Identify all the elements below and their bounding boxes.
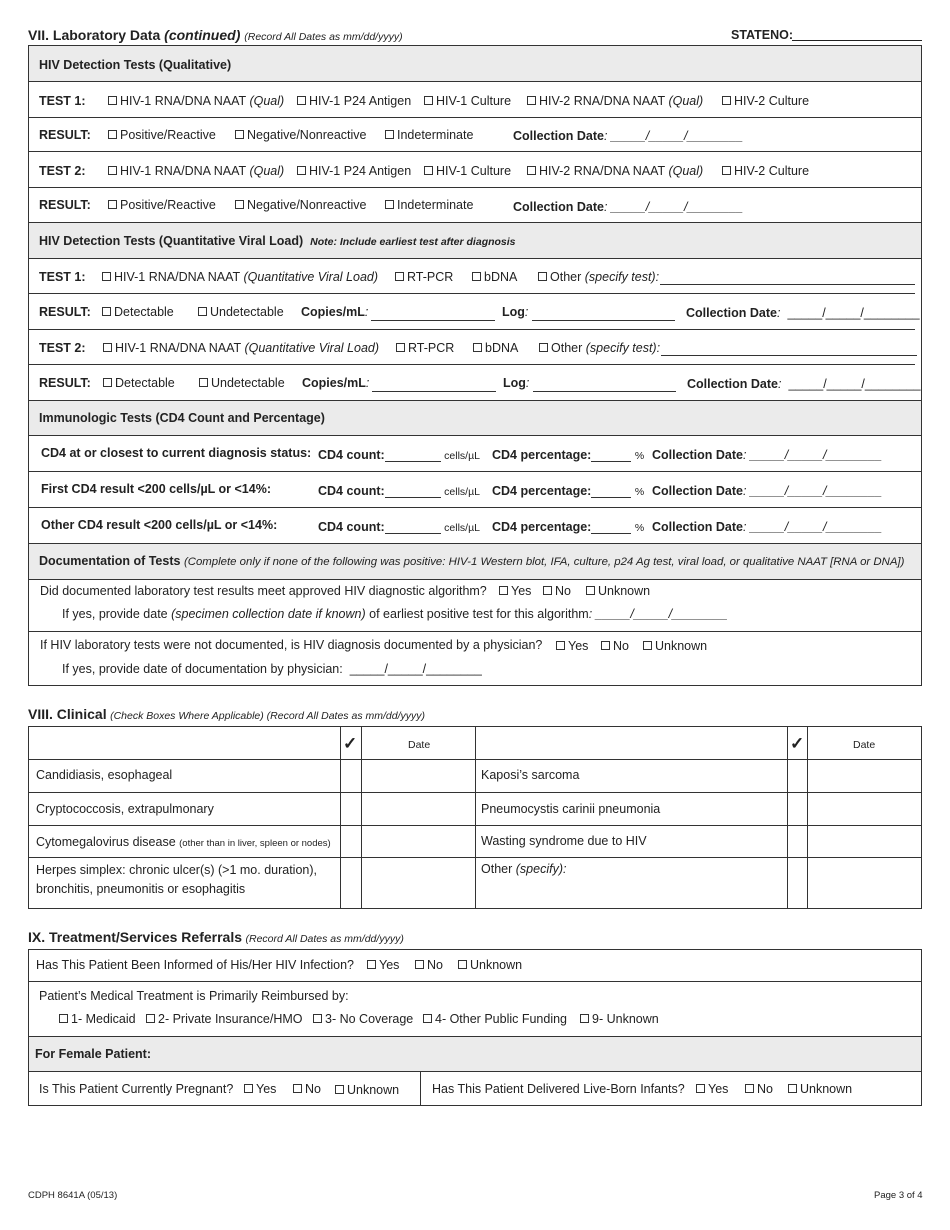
checkbox[interactable] <box>788 1084 797 1093</box>
quant-result1-copies-input[interactable] <box>371 320 495 321</box>
checkbox[interactable] <box>472 272 481 281</box>
divider <box>29 792 921 793</box>
clinical-item: bronchitis, pneumonitis or esophagitis <box>36 882 246 896</box>
checkbox[interactable] <box>313 1014 322 1023</box>
doc-q2-yes[interactable]: Yes <box>556 639 588 653</box>
cd4-row3-date[interactable]: Collection Date: _____/_____/________ <box>652 520 883 534</box>
quant-test2-other-input[interactable] <box>661 355 917 356</box>
divider <box>29 117 921 118</box>
cd4-row3-pct[interactable]: CD4 percentage: % <box>492 520 645 534</box>
check-header-icon: ✓ <box>343 734 358 753</box>
checkbox[interactable] <box>538 272 547 281</box>
checkbox[interactable] <box>722 96 731 105</box>
qual-result2-date[interactable]: Collection Date: _____/_____/________ <box>513 200 744 214</box>
quant-test1-other[interactable]: Other (specify test): <box>538 270 659 284</box>
quant-result1-date[interactable]: Collection Date: _____/_____/________ <box>686 306 920 320</box>
quant-test1-label: TEST 1: <box>39 270 86 284</box>
qual-result1-date[interactable]: Collection Date: _____/_____/________ <box>513 129 744 143</box>
checkbox[interactable] <box>335 1085 344 1094</box>
informed-yes[interactable]: Yes <box>367 958 399 972</box>
divider <box>29 471 921 472</box>
qual-result1-label: RESULT: <box>39 128 91 142</box>
doc-q2-no[interactable]: No <box>601 639 629 653</box>
checkbox[interactable] <box>108 96 117 105</box>
checkbox[interactable] <box>473 343 482 352</box>
clinical-item: Wasting syndrome due to HIV <box>481 834 647 848</box>
cd4-row2-date[interactable]: Collection Date: _____/_____/________ <box>652 484 883 498</box>
checkbox[interactable] <box>108 200 117 209</box>
delivered-yes[interactable]: Yes <box>696 1082 728 1096</box>
checkbox[interactable] <box>59 1014 68 1023</box>
qual-test1-label: TEST 1: <box>39 94 86 108</box>
checkbox[interactable] <box>244 1084 253 1093</box>
checkbox[interactable] <box>745 1084 754 1093</box>
quant-result1-log-input[interactable] <box>532 320 675 321</box>
cd4-row-label: Other CD4 result <200 cells/µL or <14%: <box>41 518 278 532</box>
quant-result2-det[interactable]: Detectable <box>103 376 175 390</box>
pregnant-no[interactable]: No <box>293 1082 321 1096</box>
doc-q1-no[interactable]: No <box>543 584 571 598</box>
checkbox[interactable] <box>198 307 207 316</box>
qual-header: HIV Detection Tests (Qualitative) <box>39 58 232 72</box>
doc-q1-date[interactable]: If yes, provide date (specimen collection date if known) of earliest positive test for this algorithm: _____/_____/________ <box>62 607 728 621</box>
checkbox[interactable] <box>103 378 112 387</box>
checkbox[interactable] <box>297 166 306 175</box>
date-header: Date <box>408 739 431 751</box>
page-number: Page 3 of 4 <box>874 1190 923 1201</box>
divider <box>29 151 921 152</box>
reimb-unknown[interactable]: 9- Unknown <box>580 1012 659 1026</box>
quant-result1-log[interactable]: Log: <box>502 305 529 319</box>
informed-unknown[interactable]: Unknown <box>458 958 522 972</box>
reimb-private[interactable]: 2- Private Insurance/HMO <box>146 1012 303 1026</box>
divider <box>29 631 921 632</box>
reimb-public[interactable]: 4- Other Public Funding <box>423 1012 567 1026</box>
reimb-question: Patient’s Medical Treatment is Primarily Reimbursed by: <box>39 989 349 1003</box>
divider <box>340 727 341 908</box>
quant-test2-rtpcr[interactable]: RT-PCR <box>396 341 454 355</box>
doc-q2: If HIV laboratory tests were not documented, is HIV diagnosis documented by a physician? <box>40 638 543 652</box>
divider <box>29 435 921 436</box>
qual-test2-label: TEST 2: <box>39 164 86 178</box>
clinical-item: Candidiasis, esophageal <box>36 768 173 782</box>
divider <box>420 1071 421 1105</box>
quant-result2-copies[interactable]: Copies/mL: <box>302 376 370 390</box>
checkbox[interactable] <box>580 1014 589 1023</box>
cd4-row3-count[interactable]: CD4 count: cells/µL <box>318 520 480 534</box>
doc-q2-date[interactable]: If yes, provide date of documentation by physician: _____/_____/________ <box>62 662 482 676</box>
doc-header: Documentation of Tests (Complete only if none of the following was positive: HIV-1 Western blot, IFA, culture, p24 Ag test, viral load, or qualitative NAAT [RNA or DNA]) <box>39 554 905 568</box>
checkbox[interactable] <box>103 343 112 352</box>
divider <box>29 187 921 188</box>
divider <box>29 258 921 259</box>
divider <box>29 579 921 580</box>
qual-test1-p24[interactable]: HIV-1 P24 Antigen <box>297 94 411 108</box>
checkbox[interactable] <box>539 343 548 352</box>
qual-result1-ind[interactable]: Indeterminate <box>385 128 473 142</box>
section-vii-title: VII. Laboratory Data (continued) (Record All Dates as mm/dd/yyyy) <box>28 27 403 43</box>
checkbox[interactable] <box>297 96 306 105</box>
divider <box>29 329 915 330</box>
checkbox[interactable] <box>102 272 111 281</box>
cd4-row2-count[interactable]: CD4 count: cells/µL <box>318 484 480 498</box>
female-header-bg <box>29 1037 921 1071</box>
cd4-row1-count[interactable]: CD4 count: cells/µL <box>318 448 480 462</box>
qual-test2-rna2[interactable]: HIV-2 RNA/DNA NAAT (Qual) <box>527 164 703 178</box>
section-ix-title: IX. Treatment/Services Referrals (Record All Dates as mm/dd/yyyy) <box>28 929 404 945</box>
divider <box>29 857 921 858</box>
clinical-item: Herpes simplex: chronic ulcer(s) (>1 mo. duration), <box>36 863 317 877</box>
checkbox[interactable] <box>385 200 394 209</box>
quant-result2-copies-input[interactable] <box>372 391 496 392</box>
qual-test1-rna2[interactable]: HIV-2 RNA/DNA NAAT (Qual) <box>527 94 703 108</box>
quant-result1-label: RESULT: <box>39 305 91 319</box>
cd4-row2-pct[interactable]: CD4 percentage: % <box>492 484 645 498</box>
checkbox[interactable] <box>458 960 467 969</box>
checkbox[interactable] <box>108 166 117 175</box>
pregnant-question: Is This Patient Currently Pregnant? <box>39 1082 234 1096</box>
quant-test1-other-input[interactable] <box>660 284 915 285</box>
checkbox[interactable] <box>108 130 117 139</box>
quant-test2-other[interactable]: Other (specify test): <box>539 341 660 355</box>
checkbox[interactable] <box>423 1014 432 1023</box>
divider <box>29 222 921 223</box>
form-number: CDPH 8641A (05/13) <box>28 1190 118 1201</box>
qual-test2-culture1[interactable]: HIV-1 Culture <box>424 164 511 178</box>
checkbox[interactable] <box>235 200 244 209</box>
checkbox[interactable] <box>556 641 565 650</box>
cd4-row-label: CD4 at or closest to current diagnosis status: <box>41 446 312 460</box>
divider <box>361 727 362 908</box>
quant-result2-date[interactable]: Collection Date: _____/_____/________ <box>687 377 921 391</box>
qual-result1-pos[interactable]: Positive/Reactive <box>108 128 216 142</box>
pregnant-yes[interactable]: Yes <box>244 1082 276 1096</box>
section-viii-title: VIII. Clinical (Check Boxes Where Applicable) (Record All Dates as mm/dd/yyyy) <box>28 706 425 722</box>
stateno-input[interactable] <box>792 40 922 41</box>
clinical-item: Pneumocystis carinii pneumonia <box>481 802 661 816</box>
informed-question: Has This Patient Been Informed of His/Her HIV Infection? <box>36 958 354 972</box>
quant-result1-det[interactable]: Detectable <box>102 305 174 319</box>
checkbox[interactable] <box>146 1014 155 1023</box>
checkbox[interactable] <box>102 307 111 316</box>
divider <box>29 400 921 401</box>
reimb-medicaid[interactable]: 1- Medicaid <box>59 1012 136 1026</box>
qual-test2-p24[interactable]: HIV-1 P24 Antigen <box>297 164 411 178</box>
cd4-row1-date[interactable]: Collection Date: _____/_____/________ <box>652 448 883 462</box>
divider <box>29 507 921 508</box>
checkbox[interactable] <box>527 96 536 105</box>
checkbox[interactable] <box>293 1084 302 1093</box>
doc-q1: Did documented laboratory test results meet approved HIV diagnostic algorithm? <box>40 584 487 598</box>
cd4-row-label: First CD4 result <200 cells/µL or <14%: <box>41 482 271 496</box>
qual-result2-label: RESULT: <box>39 198 91 212</box>
clinical-item: Cryptococcosis, extrapulmonary <box>36 802 214 816</box>
divider <box>29 293 915 294</box>
quant-test2-bdna[interactable]: bDNA <box>473 341 518 355</box>
date-header: Date <box>853 739 876 751</box>
divider <box>29 543 921 544</box>
quant-test1-rtpcr[interactable]: RT-PCR <box>395 270 453 284</box>
clinical-item: Cytomegalovirus disease (other than in liver, spleen or nodes) <box>36 835 331 849</box>
female-header: For Female Patient: <box>35 1047 151 1061</box>
reimb-none[interactable]: 3- No Coverage <box>313 1012 413 1026</box>
qual-test1-rna[interactable]: HIV-1 RNA/DNA NAAT (Qual) <box>108 94 284 108</box>
stateno-label: STATENO: <box>731 28 794 42</box>
qual-result2-pos[interactable]: Positive/Reactive <box>108 198 216 212</box>
checkbox[interactable] <box>696 1084 705 1093</box>
quant-test1-bdna[interactable]: bDNA <box>472 270 517 284</box>
divider <box>29 825 921 826</box>
quant-result2-undet[interactable]: Undetectable <box>199 376 285 390</box>
divider <box>29 364 915 365</box>
checkbox[interactable] <box>395 272 404 281</box>
divider <box>29 759 921 760</box>
quant-header: HIV Detection Tests (Quantitative Viral Load) Note: Include earliest test after diagnosis <box>39 234 516 248</box>
checkbox[interactable] <box>499 586 508 595</box>
qual-result2-ind[interactable]: Indeterminate <box>385 198 473 212</box>
quant-result1-copies[interactable]: Copies/mL: <box>301 305 369 319</box>
divider <box>29 81 921 82</box>
divider <box>29 1036 921 1037</box>
divider <box>787 727 788 908</box>
doc-q1-yes[interactable]: Yes <box>499 584 531 598</box>
informed-no[interactable]: No <box>415 958 443 972</box>
pregnant-unknown[interactable]: Unknown <box>335 1083 399 1097</box>
quant-test2-rna[interactable]: HIV-1 RNA/DNA NAAT (Quantitative Viral Load) <box>103 341 379 355</box>
qual-test2-culture2[interactable]: HIV-2 Culture <box>722 164 809 178</box>
delivered-question: Has This Patient Delivered Live-Born Infants? <box>432 1082 685 1096</box>
delivered-unknown[interactable]: Unknown <box>788 1082 852 1096</box>
checkbox[interactable] <box>543 586 552 595</box>
cd4-header: Immunologic Tests (CD4 Count and Percentage) <box>39 411 325 425</box>
clinical-item: Other (specify): <box>481 862 567 876</box>
quant-result2-log[interactable]: Log: <box>503 376 530 390</box>
checkbox[interactable] <box>424 96 433 105</box>
checkbox[interactable] <box>385 130 394 139</box>
divider <box>475 727 476 908</box>
quant-result2-log-input[interactable] <box>533 391 676 392</box>
checkbox[interactable] <box>396 343 405 352</box>
check-header-icon: ✓ <box>790 734 805 753</box>
qual-test1-culture1[interactable]: HIV-1 Culture <box>424 94 511 108</box>
qual-result1-neg[interactable]: Negative/Nonreactive <box>235 128 367 142</box>
divider <box>807 727 808 908</box>
quant-result2-label: RESULT: <box>39 376 91 390</box>
qual-test2-rna[interactable]: HIV-1 RNA/DNA NAAT (Qual) <box>108 164 284 178</box>
quant-test2-label: TEST 2: <box>39 341 86 355</box>
quant-result1-undet[interactable]: Undetectable <box>198 305 284 319</box>
checkbox[interactable] <box>586 586 595 595</box>
checkbox[interactable] <box>367 960 376 969</box>
checkbox[interactable] <box>199 378 208 387</box>
clinical-item: Kaposi’s sarcoma <box>481 768 580 782</box>
checkbox[interactable] <box>235 130 244 139</box>
quant-test1-rna[interactable]: HIV-1 RNA/DNA NAAT (Quantitative Viral Load) <box>102 270 378 284</box>
divider <box>29 1071 921 1072</box>
qual-test1-culture2[interactable]: HIV-2 Culture <box>722 94 809 108</box>
delivered-no[interactable]: No <box>745 1082 773 1096</box>
cd4-row1-pct[interactable]: CD4 percentage: % <box>492 448 645 462</box>
divider <box>29 981 921 982</box>
checkbox[interactable] <box>527 166 536 175</box>
checkbox[interactable] <box>722 166 731 175</box>
doc-q1-unknown[interactable]: Unknown <box>586 584 650 598</box>
checkbox[interactable] <box>601 641 610 650</box>
qual-result2-neg[interactable]: Negative/Nonreactive <box>235 198 367 212</box>
checkbox[interactable] <box>415 960 424 969</box>
checkbox[interactable] <box>424 166 433 175</box>
checkbox[interactable] <box>643 641 652 650</box>
doc-q2-unknown[interactable]: Unknown <box>643 639 707 653</box>
